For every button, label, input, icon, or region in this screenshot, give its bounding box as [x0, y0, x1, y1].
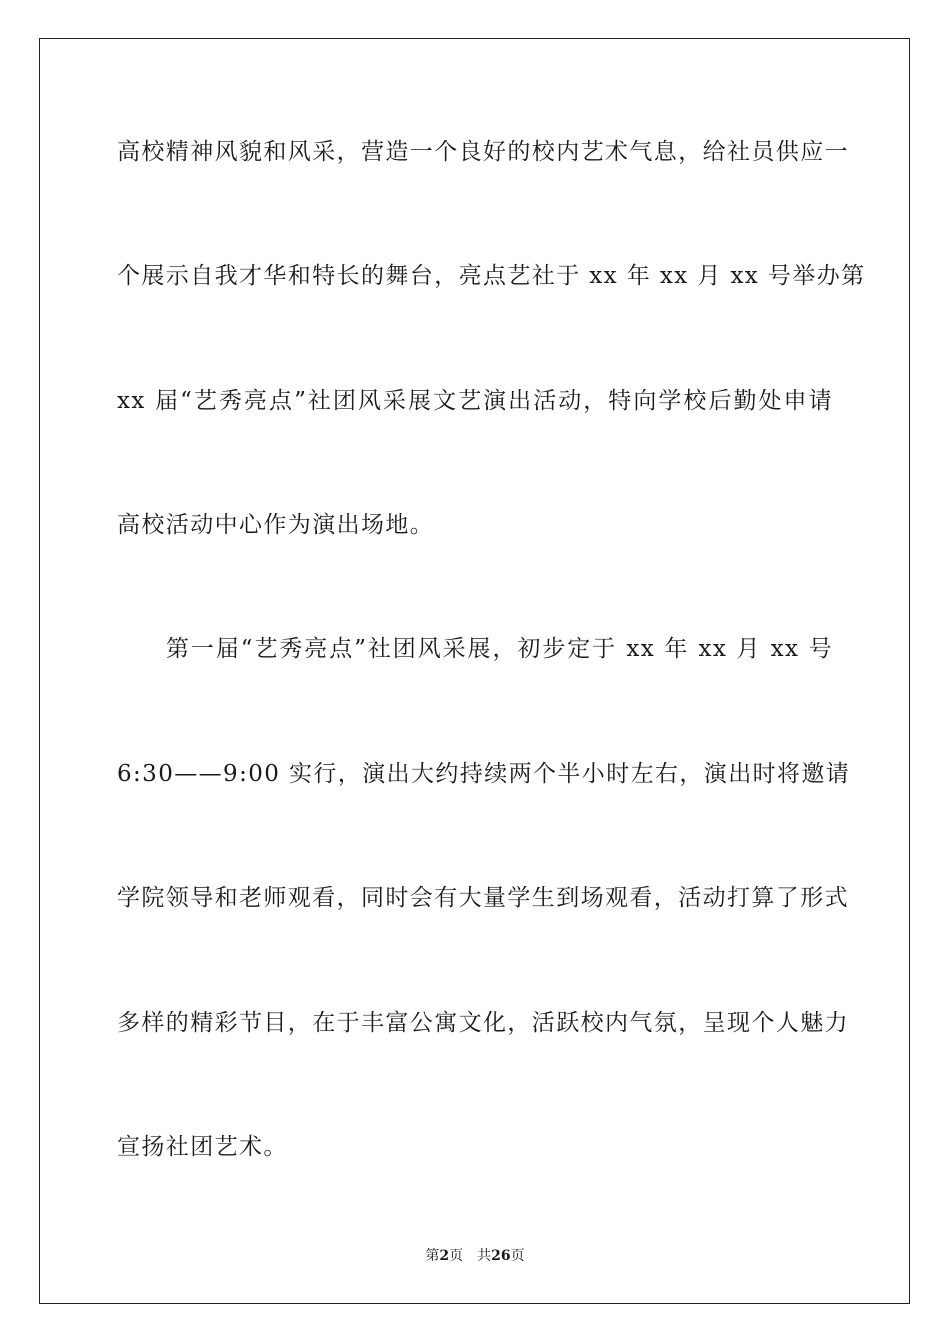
page-prefix: 第 [425, 1248, 440, 1264]
total-pages: 26 [491, 1248, 511, 1264]
page-footer [0, 1247, 950, 1265]
body-line-1: 高校精神风貌和风采，营造一个良好的校内艺术气息，给社员供应一 [117, 139, 849, 165]
body-line-8: 多样的精彩节目，在于丰富公寓文化，活跃校内气氛，呈现个人魅力 [117, 1010, 849, 1036]
page-suffix: 页 [449, 1248, 464, 1264]
page-border [39, 38, 910, 1304]
body-line-6: 6:30——9:00 实行，演出大约持续两个半小时左右，演出时将邀请 [117, 761, 851, 787]
body-line-7: 学院领导和老师观看，同时会有大量学生到场观看，活动打算了形式 [117, 885, 849, 911]
body-line-5: 第一届“艺秀亮点”社团风采展，初步定于 xx 年 xx 月 xx 号 [166, 636, 833, 662]
total-suffix: 页 [510, 1248, 525, 1264]
body-line-4: 高校活动中心作为演出场地。 [117, 512, 435, 538]
total-prefix: 共 [477, 1248, 492, 1264]
body-line-9: 宣扬社团艺术。 [117, 1134, 288, 1160]
body-line-3: xx 届“艺秀亮点”社团风采展文艺演出活动，特向学校后勤处申请 [117, 388, 833, 414]
page-number: 2 [439, 1248, 450, 1264]
body-line-2: 个展示自我才华和特长的舞台，亮点艺社于 xx 年 xx 月 xx 号举办第 [117, 263, 866, 289]
